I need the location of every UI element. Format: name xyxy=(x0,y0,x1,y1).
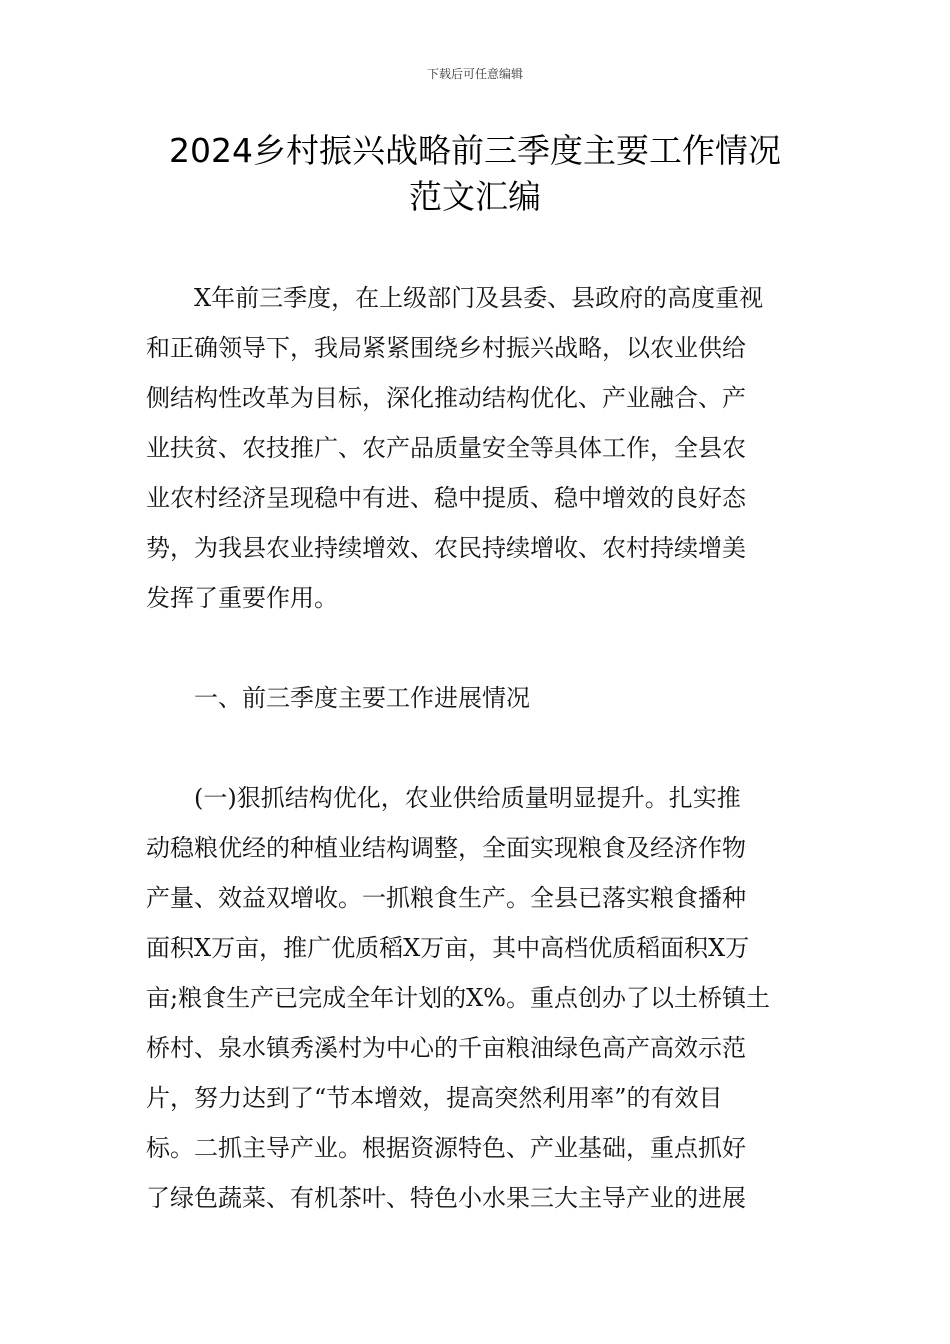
title-line: 2024乡村振兴战略前三季度主要工作情况 xyxy=(169,131,781,170)
text-line: (一)狠抓结构优化，农业供给质量明显提升。扎实推 xyxy=(194,784,741,812)
text-line: 产量、效益双增收。一抓粮食生产。全县已落实粮食播种 xyxy=(146,884,746,912)
text-line: 侧结构性改革为目标，深化推动结构优化、产业融合、产 xyxy=(146,384,746,412)
text-line: 标。二抓主导产业。根据资源特色、产业基础，重点抓好 xyxy=(146,1134,746,1162)
text-line: 业扶贫、农技推广、农产品质量安全等具体工作，全县农 xyxy=(146,434,746,462)
text-line: 桥村、泉水镇秀溪村为中心的千亩粮油绿色高产高效示范 xyxy=(146,1034,746,1062)
text-line: 和正确领导下，我局紧紧围绕乡村振兴战略，以农业供给 xyxy=(146,334,746,362)
text-line: 亩;粮食生产已完成全年计划的X%。重点创办了以土桥镇土 xyxy=(146,984,770,1012)
text-line: 发挥了重要作用。 xyxy=(146,584,338,612)
paragraph-structure-optimization xyxy=(146,773,808,1223)
text-line: 了绿色蔬菜、有机茶叶、特色小水果三大主导产业的进展 xyxy=(146,1184,746,1212)
text-line: 业农村经济呈现稳中有进、稳中提质、稳中增效的良好态 xyxy=(146,484,746,512)
title-line: 范文汇编 xyxy=(409,177,541,216)
text-line: 势，为我县农业持续增效、农民持续增收、农村持续增美 xyxy=(146,534,746,562)
document-title xyxy=(100,128,850,220)
text-line: 片，努力达到了“节本增效，提高突然利用率”的有效目 xyxy=(146,1084,723,1112)
text-line: 动稳粮优经的种植业结构调整，全面实现粮食及经济作物 xyxy=(146,834,746,862)
header-note: 下载后可任意编辑 xyxy=(426,67,523,81)
paragraph-intro xyxy=(146,273,808,623)
text-line: 面积X万亩，推广优质稻X万亩，其中高档优质稻面积X万 xyxy=(146,934,750,962)
section-heading xyxy=(146,673,808,723)
section-heading-text: 一、前三季度主要工作进展情况 xyxy=(194,684,530,712)
text-line: X年前三季度，在上级部门及县委、县政府的高度重视 xyxy=(194,284,764,312)
